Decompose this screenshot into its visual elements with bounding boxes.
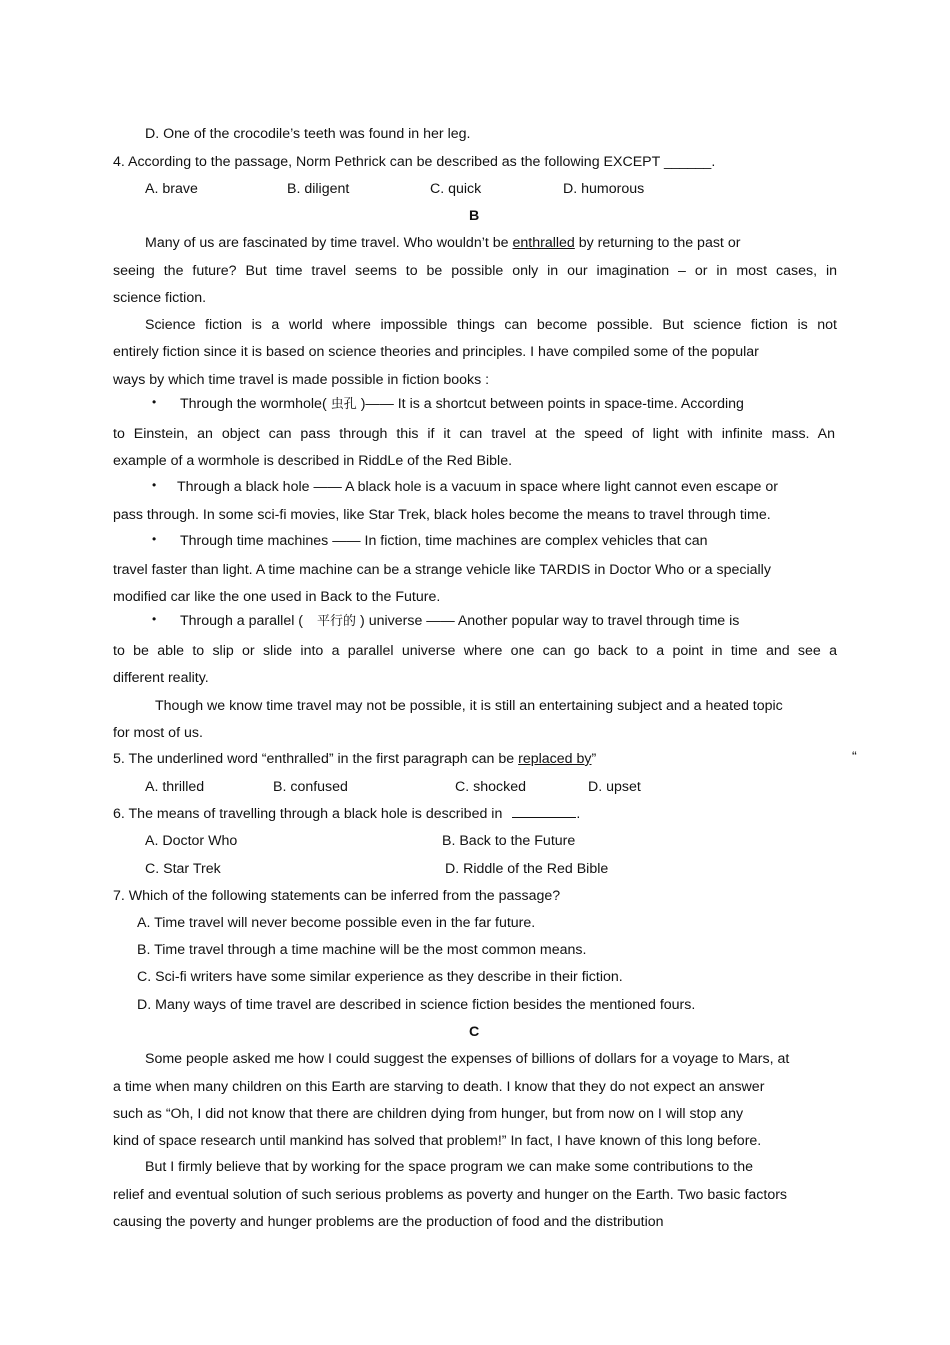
bullet-icon: • [152,532,157,546]
passage-b-p2-line3: ways by which time travel is made possible in fiction books : [113,372,490,388]
bullet-wormhole-line2: to Einstein, an object can pass through this if it can travel at the speed of light with infinite mass. An [113,426,835,442]
bullet-wormhole-line1: Through the wormhole( 虫孔 )—— It is a shortcut between points in space-time. According [180,396,744,412]
passage-b-p3-line2: for most of us. [113,725,203,741]
q5-option-c: C. shocked [455,779,526,795]
bullet-parallel-line1: Through a parallel ( 平行的 ) universe —— Another popular way to travel through time is [180,613,740,629]
q7-stem: 7. Which of the following statements can be inferred from the passage? [113,888,561,904]
q4-option-c: C. quick [430,181,482,197]
bullet-timemachine-line2: travel faster than light. A time machine can be a strange vehicle like TARDIS in Doctor Who or a specially [113,562,771,578]
q4-stem: 4. According to the passage, Norm Pethrick can be described as the following EXCEPT ______. [113,154,716,170]
q5-option-b: B. confused [273,779,348,795]
bullet-timemachine-line1: Through time machines —— In fiction, time machines are complex vehicles that can [180,533,708,549]
bullet-parallel-line2: to be able to slip or slide into a parallel universe where one can go back to a point in time and see a [113,643,837,659]
bullet-timemachine-line3: modified car like the one used in Back to the Future. [113,589,441,605]
q6-option-b: B. Back to the Future [442,833,576,849]
underlined-word: enthralled [512,235,575,251]
q6-stem: 6. The means of travelling through a black hole is described in . [113,806,581,822]
q7-option-b: B. Time travel through a time machine will be the most common means. [137,942,587,958]
q4-option-b: B. diligent [287,181,350,197]
passage-c-p1-line2: a time when many children on this Earth are starving to death. I know that they do not expect an answer [113,1079,765,1095]
q4-option-d: D. humorous [563,181,645,197]
answer-blank [512,805,576,818]
bullet-icon: • [152,395,157,409]
passage-c-p1-line3: such as “Oh, I did not know that there are children dying from hunger, but from now on I will stop any [113,1106,744,1122]
q6-option-c: C. Star Trek [145,861,221,877]
passage-b-p1-line3: science fiction. [113,290,207,306]
q4-option-a: A. brave [145,181,198,197]
q5-option-a: A. thrilled [145,779,205,795]
passage-b-p2-line2: entirely fiction since it is based on science theories and principles. I have compiled some of the popular [113,344,759,360]
passage-c-p2-line1: But I firmly believe that by working for the space program we can make some contributions to the [145,1159,753,1175]
q5-stray-quote: “ [852,749,857,765]
bullet-icon: • [152,612,157,626]
bullet-blackhole-line2: pass through. In some sci-fi movies, like Star Trek, black holes become the means to travel through time. [113,507,771,523]
q5-stem: 5. The underlined word “enthralled” in the first paragraph can be replaced by” [113,751,597,767]
bullet-wormhole-line3: example of a wormhole is described in RiddLe of the Red Bible. [113,453,513,469]
q5-option-d: D. upset [588,779,641,795]
passage-c-p2-line2: relief and eventual solution of such serious problems as poverty and hunger on the Earth. Two basic factors [113,1187,788,1203]
q3-option-d: D. One of the crocodile’s teeth was found in her leg. [145,126,471,142]
q6-option-d: D. Riddle of the Red Bible [445,861,609,877]
passage-b-p2-line1: Science fiction is a world where impossible things can become possible. But science fiction is not [145,317,837,333]
q7-option-c: C. Sci-fi writers have some similar experience as they describe in their fiction. [137,969,623,985]
section-heading-b: B [469,208,480,224]
passage-c-p1-line1: Some people asked me how I could suggest the expenses of billions of dollars for a voyage to Mars, at [145,1051,790,1067]
bullet-blackhole-line1: Through a black hole —— A black hole is a vacuum in space where light cannot even escape or [177,479,778,495]
passage-b-p1-line2: seeing the future? But time travel seems to be possible only in our imagination – or in most cases, in [113,263,837,279]
passage-c-p2-line3: causing the poverty and hunger problems are the production of food and the distribution [113,1214,664,1230]
passage-b-p3-line1: Though we know time travel may not be possible, it is still an entertaining subject and a heated topic [155,698,783,714]
passage-b-p1-line1: Many of us are fascinated by time travel. Who wouldn’t be enthralled by returning to the past or [145,235,741,251]
bullet-parallel-line3: different reality. [113,670,209,686]
section-heading-c: C [469,1024,480,1040]
bullet-icon: • [152,478,157,492]
passage-c-p1-line4: kind of space research until mankind has solved that problem!” In fact, I have known of this long before. [113,1133,762,1149]
q6-option-a: A. Doctor Who [145,833,238,849]
q7-option-a: A. Time travel will never become possible even in the far future. [137,915,536,931]
q7-option-d: D. Many ways of time travel are described in science fiction besides the mentioned fours. [137,997,696,1013]
